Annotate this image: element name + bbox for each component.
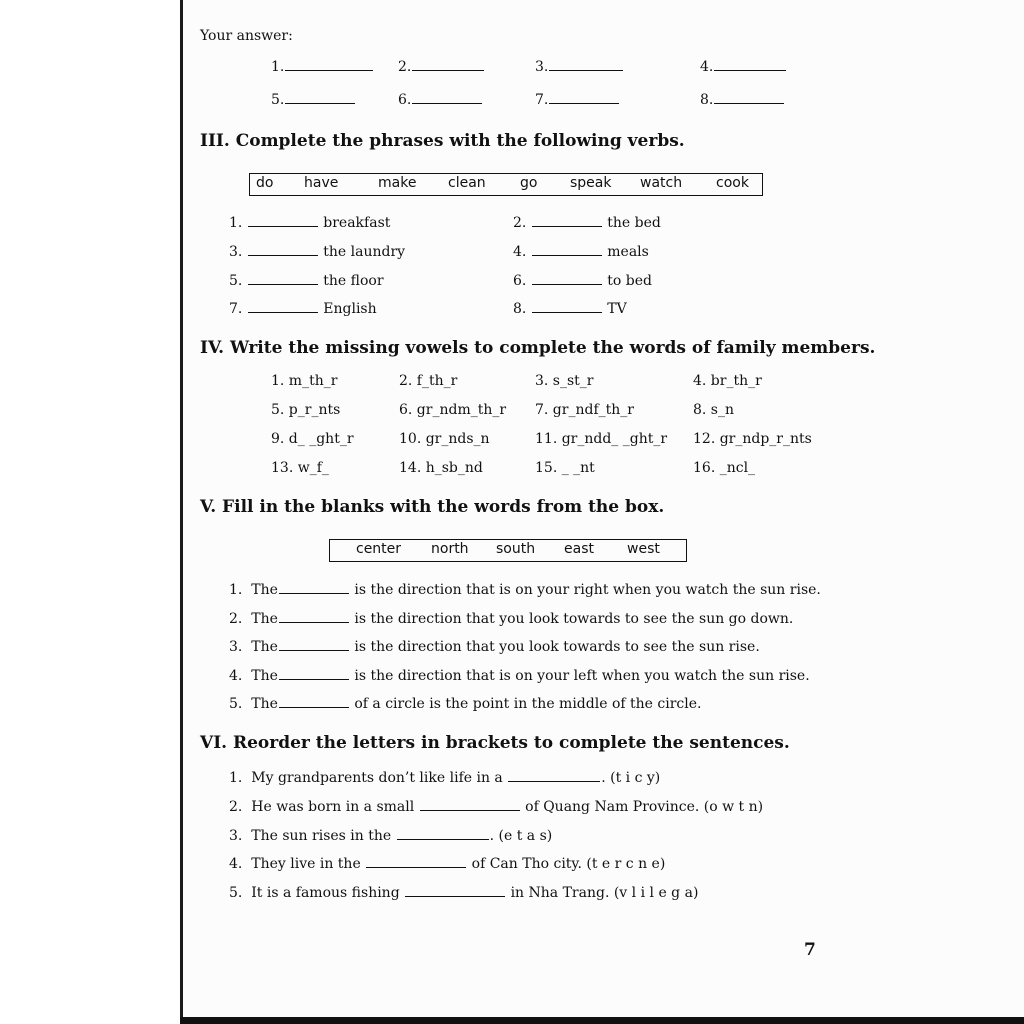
reorder-item: 2. He was born in a small of Quang Nam Province. (o w t n) bbox=[229, 799, 764, 815]
page-number: 7 bbox=[804, 940, 816, 960]
vowel-item: 6. gr_ndm_th_r bbox=[399, 402, 507, 418]
direction-word: center bbox=[356, 541, 402, 557]
answer-item: 2. bbox=[398, 57, 485, 75]
verb-word: clean bbox=[448, 175, 486, 191]
phrase-item: 2. the bed bbox=[513, 215, 661, 231]
answer-item: 1. bbox=[271, 57, 374, 75]
phrase-item: 7. English bbox=[229, 301, 377, 317]
direction-word: west bbox=[627, 541, 660, 557]
reorder-item: 1. My grandparents don’t like life in a . (t i c y) bbox=[229, 770, 661, 786]
direction-word: south bbox=[496, 541, 536, 557]
your-answer-label: Your answer: bbox=[200, 28, 293, 44]
answer-item: 3. bbox=[535, 57, 624, 75]
direction-box bbox=[329, 539, 687, 562]
answer-item: 7. bbox=[535, 90, 620, 108]
fill-item: 4. The is the direction that is on your left when you watch the sun rise. bbox=[229, 668, 810, 684]
vowel-item: 2. f_th_r bbox=[399, 373, 458, 389]
answer-item: 8. bbox=[700, 90, 785, 108]
phrase-item: 6. to bed bbox=[513, 273, 652, 289]
answer-item: 6. bbox=[398, 90, 483, 108]
verb-word: watch bbox=[640, 175, 683, 191]
fill-item: 3. The is the direction that you look towards to see the sun rise. bbox=[229, 639, 760, 655]
vowel-item: 12. gr_ndp_r_nts bbox=[693, 431, 812, 447]
phrase-item: 8. TV bbox=[513, 301, 627, 317]
section-6-title: VI. Reorder the letters in brackets to complete the sentences. bbox=[200, 733, 790, 753]
answer-item: 4. bbox=[700, 57, 787, 75]
section-5-title: V. Fill in the blanks with the words from the box. bbox=[200, 497, 665, 517]
vowel-item: 15. _ _nt bbox=[535, 460, 595, 476]
page-bottom-edge bbox=[180, 1017, 1024, 1024]
reorder-item: 3. The sun rises in the . (e t a s) bbox=[229, 828, 553, 844]
vowel-item: 10. gr_nds_n bbox=[399, 431, 490, 447]
answer-item: 5. bbox=[271, 90, 356, 108]
verb-word: cook bbox=[716, 175, 749, 191]
vowel-item: 4. br_th_r bbox=[693, 373, 762, 389]
vowel-item: 9. d_ _ght_r bbox=[271, 431, 354, 447]
verb-box bbox=[249, 173, 763, 196]
reorder-item: 5. It is a famous fishing in Nha Trang. (v l i l e g a) bbox=[229, 885, 699, 901]
section-3-title: III. Complete the phrases with the following verbs. bbox=[200, 131, 685, 151]
vowel-item: 3. s_st_r bbox=[535, 373, 594, 389]
verb-word: do bbox=[256, 175, 274, 191]
vowel-item: 5. p_r_nts bbox=[271, 402, 341, 418]
verb-word: make bbox=[378, 175, 417, 191]
vowel-item: 16. _ncl_ bbox=[693, 460, 756, 476]
phrase-item: 5. the floor bbox=[229, 273, 384, 289]
fill-item: 2. The is the direction that you look towards to see the sun go down. bbox=[229, 611, 794, 627]
section-4-title: IV. Write the missing vowels to complete the words of family members. bbox=[200, 338, 876, 358]
phrase-item: 3. the laundry bbox=[229, 244, 406, 260]
reorder-item: 4. They live in the of Can Tho city. (t e r c n e) bbox=[229, 856, 666, 872]
direction-word: east bbox=[564, 541, 594, 557]
fill-item: 1. The is the direction that is on your right when you watch the sun rise. bbox=[229, 582, 821, 598]
direction-word: north bbox=[431, 541, 469, 557]
verb-word: speak bbox=[570, 175, 612, 191]
phrase-item: 4. meals bbox=[513, 244, 649, 260]
fill-item: 5. The of a circle is the point in the middle of the circle. bbox=[229, 696, 702, 712]
vowel-item: 14. h_sb_nd bbox=[399, 460, 483, 476]
phrase-item: 1. breakfast bbox=[229, 215, 391, 231]
verb-word: have bbox=[304, 175, 339, 191]
vowel-item: 8. s_n bbox=[693, 402, 735, 418]
vowel-item: 11. gr_ndd_ _ght_r bbox=[535, 431, 668, 447]
vowel-item: 7. gr_ndf_th_r bbox=[535, 402, 634, 418]
vowel-item: 1. m_th_r bbox=[271, 373, 338, 389]
vowel-item: 13. w_f_ bbox=[271, 460, 329, 476]
verb-word: go bbox=[520, 175, 538, 191]
